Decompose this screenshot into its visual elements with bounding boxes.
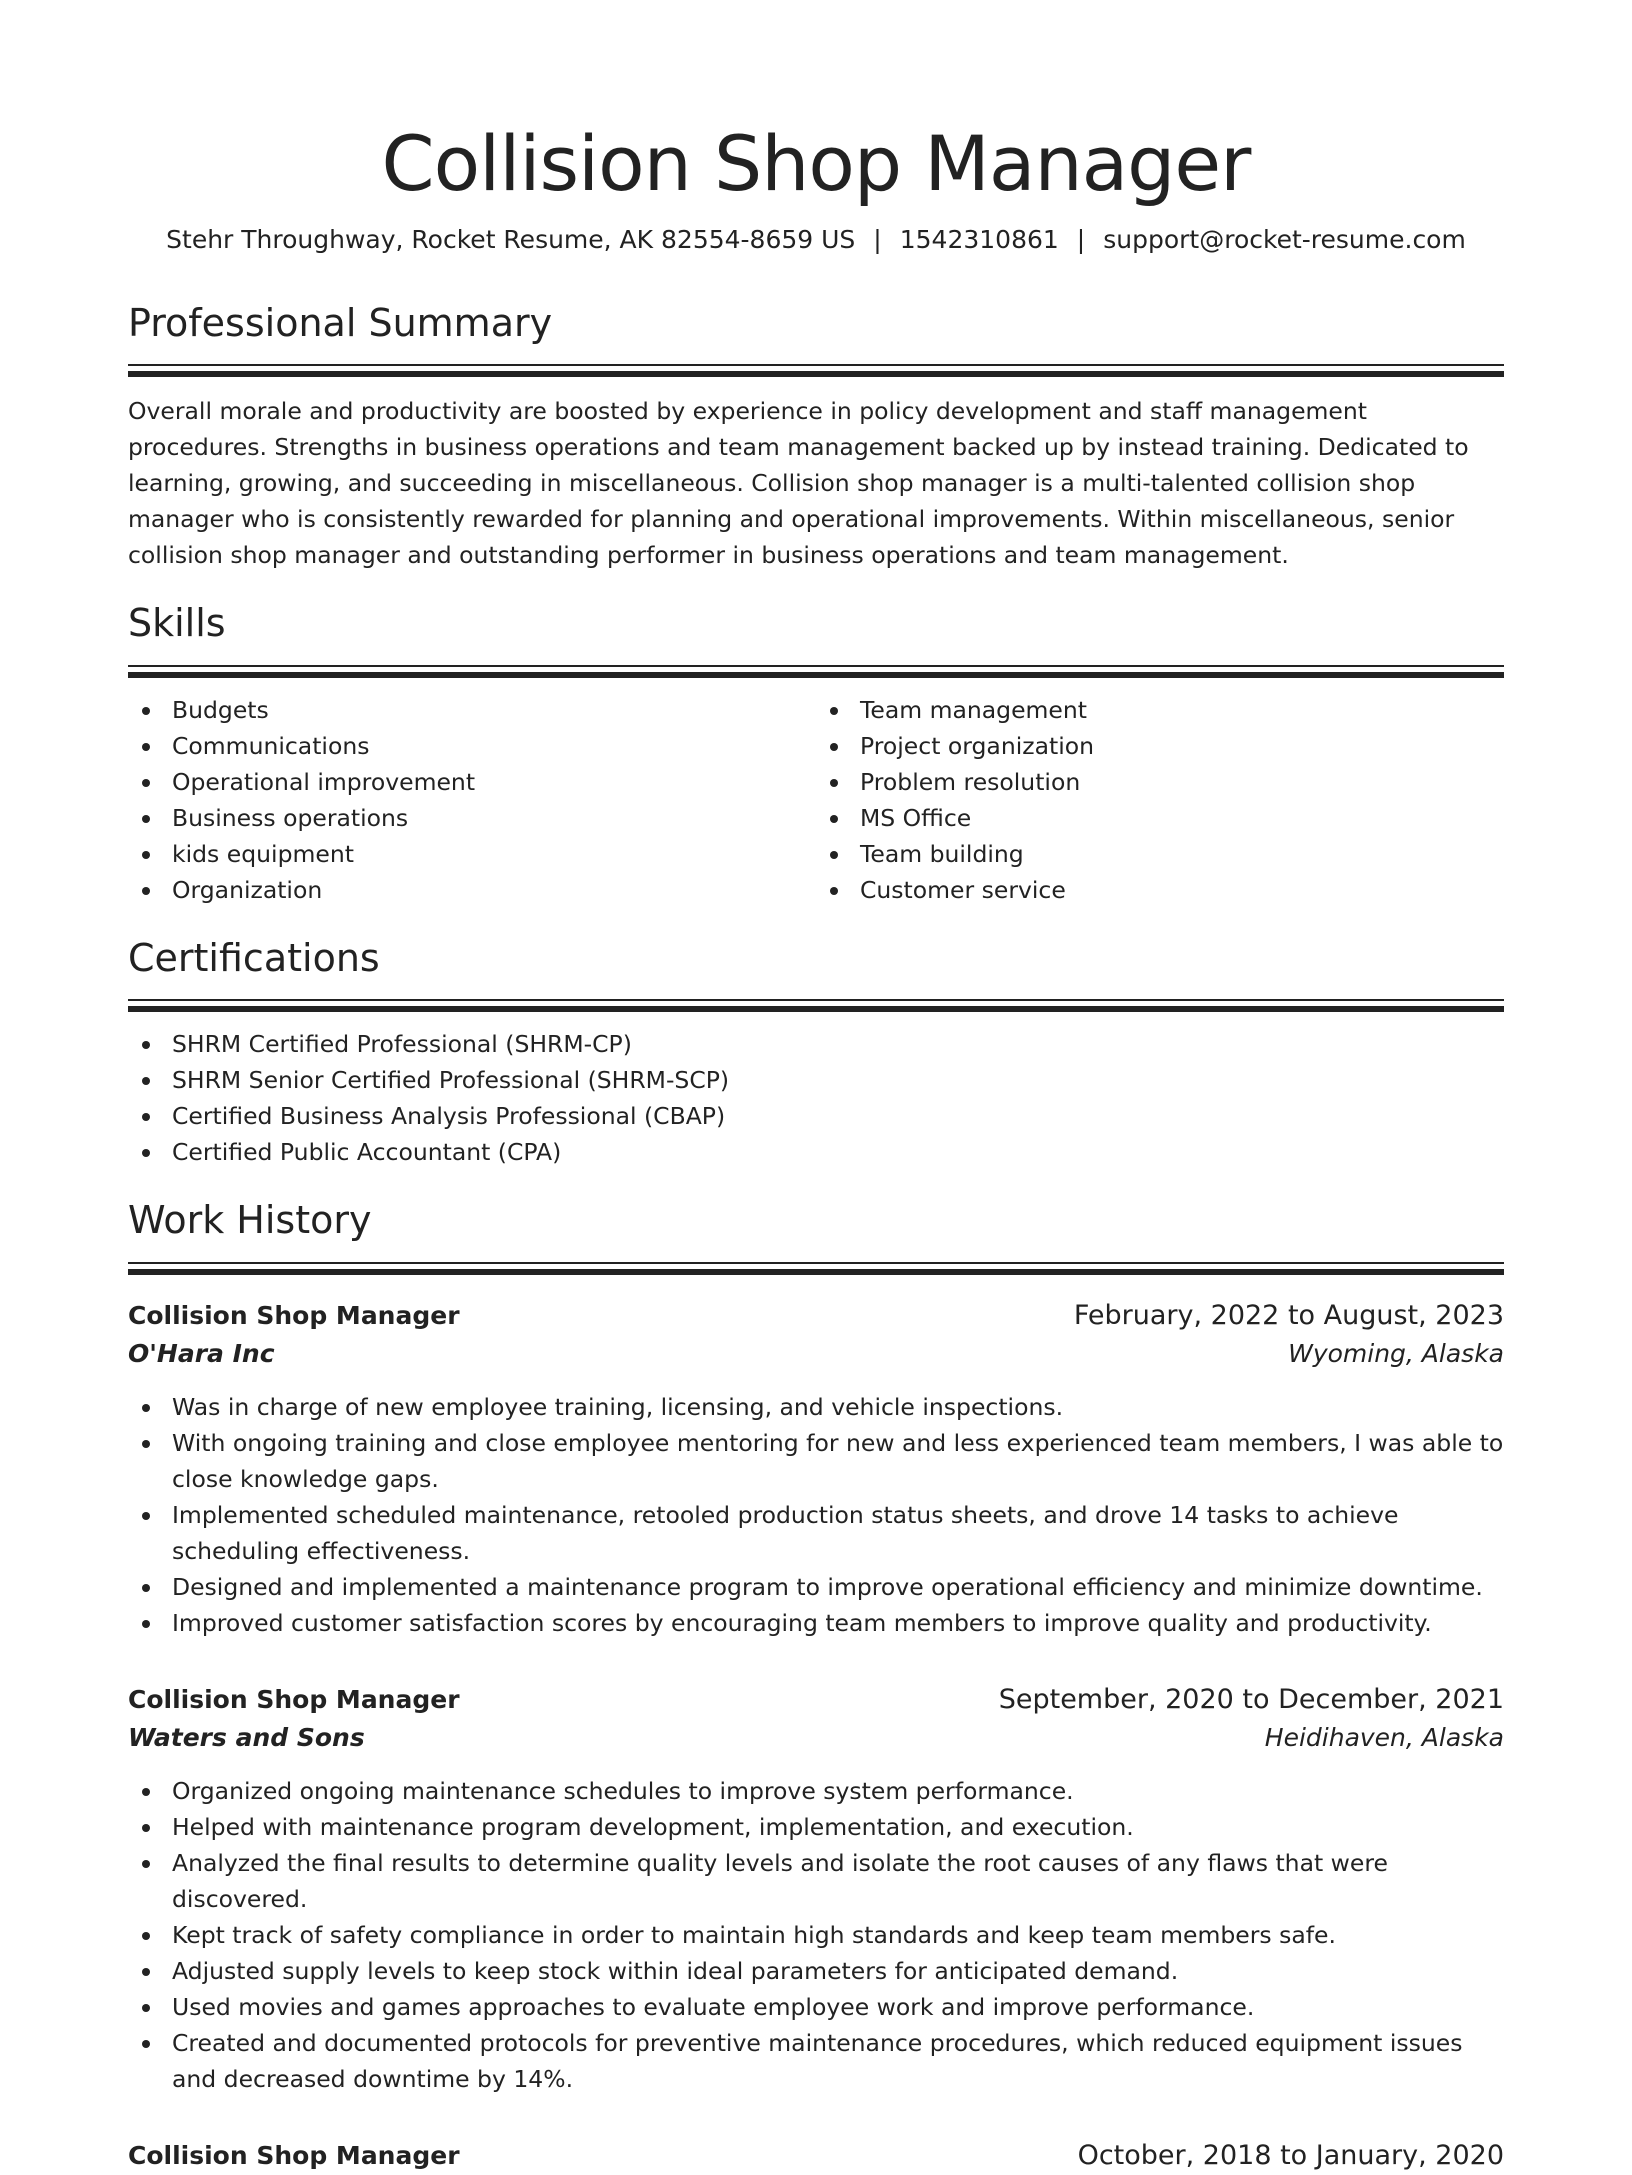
job-title: Collision Shop Manager [128,2141,460,2171]
section-divider [128,665,1504,680]
job-duty: With ongoing training and close employee mentoring for new and less experienced team members, I was able to close knowledge gaps. [128,1425,1504,1497]
skill-item: Team management [816,692,1504,728]
job-duty: Organized ongoing maintenance schedules to improve system performance. [128,1773,1504,1809]
skill-item: MS Office [816,800,1504,836]
contact-address: Stehr Throughway, Rocket Resume, AK 82554-8659 US [166,225,856,255]
job-duty: Helped with maintenance program development, implementation, and execution. [128,1809,1504,1845]
contact-line [128,224,1504,257]
skill-item: kids equipment [128,836,816,872]
certifications-list [128,1026,1504,1170]
job-company: O'Hara Inc [128,1339,275,1369]
skill-item: Customer service [816,872,1504,908]
job-dates: October, 2018 to January, 2020 [1077,2140,1504,2172]
contact-separator: | [873,225,882,255]
job-duty: Designed and implemented a maintenance program to improve operational efficiency and minimize downtime. [128,1569,1504,1605]
resume-title: Collision Shop Manager [381,119,1251,208]
skill-item: Budgets [128,692,816,728]
job-duty: Used movies and games approaches to evaluate employee work and improve performance. [128,1989,1504,2025]
certifications-heading: Certifications [128,935,380,980]
job-duties [128,1773,1504,2097]
skills-column-right [816,692,1504,908]
summary-text: Overall morale and productivity are boosted by experience in policy development and staff management procedures. Strengths in business operations and team management backed up by instead training. Dedicated to learning, growing, and succeeding in miscellaneous. Collision shop manager is a multi-talented collision shop manager who is consistently rewarded for planning and operational improvements. Within miscellaneous, senior collision shop manager and outstanding performer in business operations and team management. [128,397,1469,570]
skills-list [128,692,1504,908]
job-duty: Was in charge of new employee training, licensing, and vehicle inspections. [128,1389,1504,1425]
job-duty: Improved customer satisfaction scores by encouraging team members to improve quality and productivity. [128,1605,1504,1641]
job-location: Heidihaven, Alaska [1264,1723,1504,1753]
job-dates: September, 2020 to December, 2021 [998,1684,1504,1716]
job-duty: Analyzed the final results to determine quality levels and isolate the root causes of any flaws that were discovered. [128,1845,1504,1917]
skill-item: Project organization [816,728,1504,764]
job-duty: Implemented scheduled maintenance, retooled production status sheets, and drove 14 tasks to achieve scheduling effectiveness. [128,1497,1504,1569]
job-duty: Adjusted supply levels to keep stock within ideal parameters for anticipated demand. [128,1953,1504,1989]
work-history-heading: Work History [128,1198,372,1243]
section-divider [128,999,1504,1014]
section-divider [128,1262,1504,1277]
certification-item: SHRM Senior Certified Professional (SHRM-SCP) [128,1062,1504,1098]
contact-separator: | [1076,225,1086,255]
skill-item: Operational improvement [128,764,816,800]
contact-email: support@rocket-resume.com [1103,225,1466,255]
job-duty: Created and documented protocols for preventive maintenance procedures, which reduced equipment issues and decreased downtime by 14%. [128,2025,1504,2097]
skill-item: Organization [128,872,816,908]
job-location: Wyoming, Alaska [1288,1339,1504,1369]
skill-item: Problem resolution [816,764,1504,800]
job-title: Collision Shop Manager [128,1685,460,1715]
certification-item: Certified Business Analysis Professional (CBAP) [128,1098,1504,1134]
job-entry [128,2137,1504,2175]
job-duties [128,1389,1504,1641]
skills-column-left [128,692,816,908]
certification-item: Certified Public Accountant (CPA) [128,1134,1504,1170]
section-divider [128,364,1504,379]
summary-heading: Professional Summary [128,300,553,345]
job-duty: Kept track of safety compliance in order to maintain high standards and keep team members safe. [128,1917,1504,1953]
certification-item: SHRM Certified Professional (SHRM-CP) [128,1026,1504,1062]
job-entry [128,1681,1504,2097]
job-dates: February, 2022 to August, 2023 [1073,1300,1504,1332]
job-company: Waters and Sons [128,1723,365,1753]
job-entry [128,1297,1504,1641]
job-title: Collision Shop Manager [128,1301,460,1331]
skill-item: Team building [816,836,1504,872]
skills-heading: Skills [128,601,226,646]
skill-item: Business operations [128,800,816,836]
skill-item: Communications [128,728,816,764]
contact-phone: 1542310861 [899,225,1059,255]
